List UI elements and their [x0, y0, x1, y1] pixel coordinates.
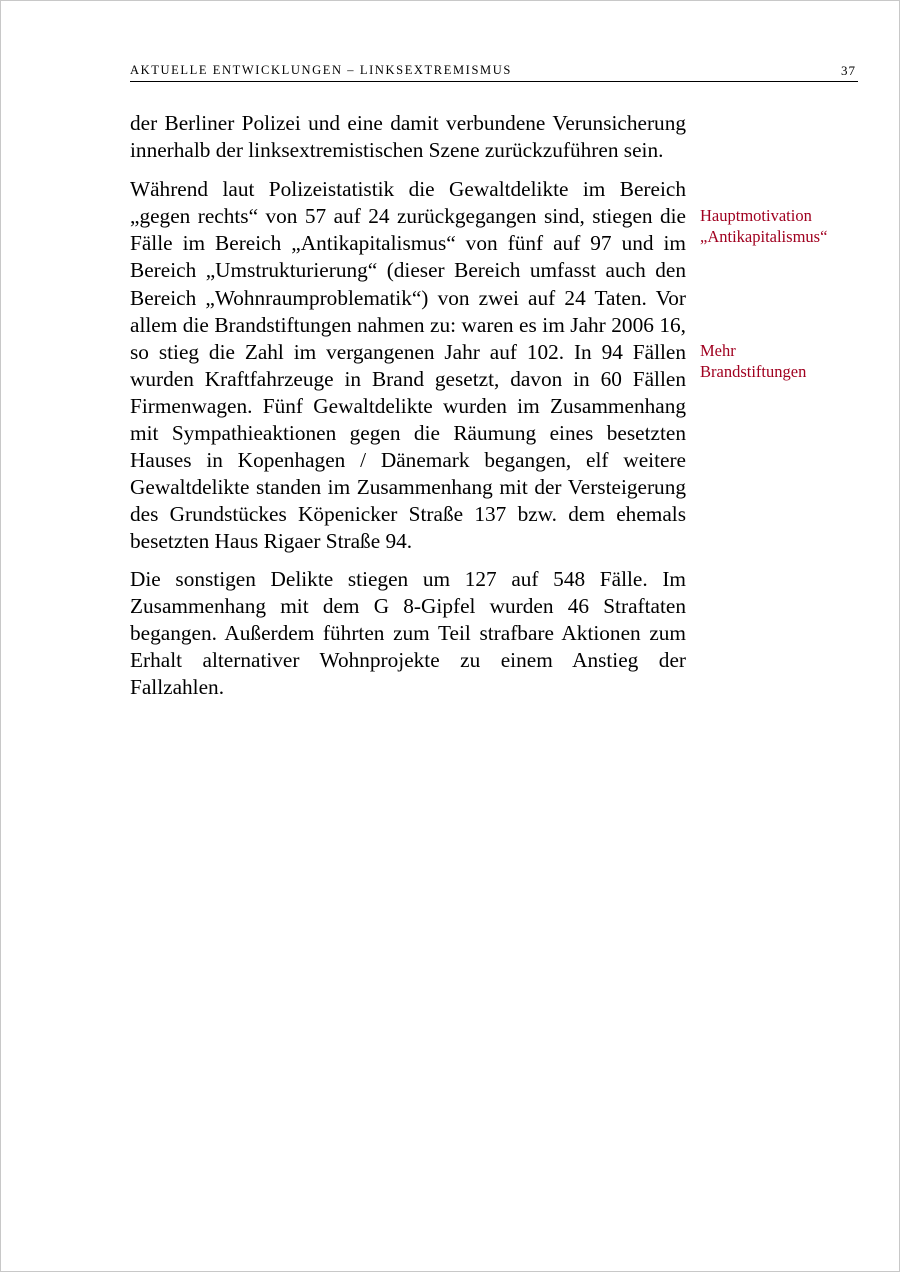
- margin-note-line: „Antikapitalismus“: [700, 227, 828, 246]
- margin-note-line: Brandstiftungen: [700, 362, 807, 381]
- body-text: [130, 110, 686, 711]
- running-header: [130, 63, 858, 82]
- section-title: AKTUELLE ENTWICKLUNGEN – LINKSEXTREMISMUS: [130, 63, 512, 77]
- page-number: 37: [841, 63, 856, 78]
- paragraph: der Berliner Polizei und eine damit verbundene Verunsicherung innerhalb der linksextremistischen Szene zurückzuführen sein.: [130, 111, 686, 163]
- margin-note-line: Hauptmotivation: [700, 206, 812, 225]
- margin-note-brandstiftungen: [700, 340, 880, 382]
- paragraph: Die sonstigen Delikte stiegen um 127 auf 548 Fälle. Im Zusammenhang mit dem G 8-Gipfel wurden 46 Straftaten begangen. Außerdem führten zum Teil strafbare Aktionen zum Erhalt alternativer Wohnprojekte zu einem Anstieg der Fallzahlen.: [130, 566, 686, 699]
- margin-note-hauptmotivation: [700, 205, 880, 247]
- margin-note-line: Mehr: [700, 341, 736, 360]
- paragraph: Während laut Polizeistatistik die Gewaltdelikte im Bereich „gegen rechts“ von 57 auf 24 zurückgegangen sind, stiegen die Fälle im Bereich „Antikapitalismus“ von fünf auf 97 und im Bereich „Umstrukturierung“ (dieser Bereich umfasst auch den Bereich „Wohnraumproblematik“) von zwei auf 24 Taten. Vor allem die Brandstiftungen nahmen zu: waren es im Jahr 2006 16, so stieg die Zahl im vergangenen Jahr auf 102. In 94 Fällen wurden Kraftfahrzeuge in Brand gesetzt, davon in 60 Fällen Firmenwagen. Fünf Gewaltdelikte wurden im Zusammenhang mit Sympathieaktionen gegen die Räumung eines besetzten Hauses in Kopenhagen / Dänemark begangen, elf weitere Gewaltdelikte standen im Zusammenhang mit der Versteigerung des Grundstückes Köpenicker Straße 137 bzw. dem ehemals besetzten Haus Rigaer Straße 94.: [130, 177, 686, 554]
